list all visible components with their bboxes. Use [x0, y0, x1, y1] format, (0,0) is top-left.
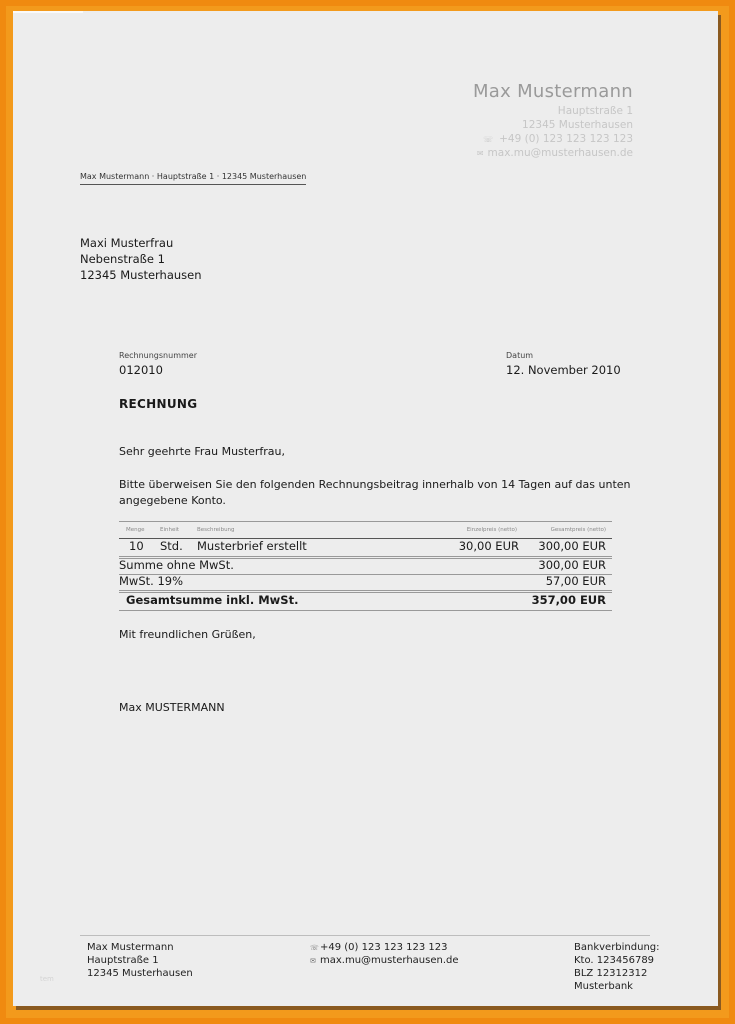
- letterhead-phone: ☏ +49 (0) 123 123 123 123: [483, 133, 633, 145]
- grand-total-label: Gesamtsumme inkl. MwSt.: [126, 593, 299, 607]
- envelope-icon: ✉: [310, 957, 316, 965]
- phone-icon: ☏: [310, 944, 319, 952]
- row-unit-price: 30,00 EUR: [458, 539, 519, 553]
- row-description: Musterbrief erstellt: [197, 539, 307, 553]
- date-label: Datum: [506, 351, 534, 360]
- row-unit: Std.: [160, 539, 183, 553]
- grand-total-value: 357,00 EUR: [531, 593, 606, 607]
- col-header-description: Beschreibung: [197, 527, 235, 533]
- tax-value: 57,00 EUR: [545, 574, 606, 588]
- subtotal-value: 300,00 EUR: [538, 558, 606, 572]
- row-rule-a: [119, 556, 612, 557]
- recipient-city: 12345 Musterhausen: [80, 268, 202, 282]
- phone-icon: ☏: [483, 135, 494, 144]
- recipient-name: Maxi Musterfrau: [80, 236, 174, 250]
- document-page: [13, 11, 718, 1006]
- table-top-rule: [119, 521, 612, 522]
- page-edge-highlight: [13, 11, 83, 13]
- footer-bank-account: Kto. 123456789: [574, 955, 655, 966]
- table-bottom-rule: [119, 610, 612, 611]
- col-header-unit: Einheit: [160, 527, 180, 533]
- letterhead-city: 12345 Musterhausen: [522, 119, 633, 131]
- subtotal-label: Summe ohne MwSt.: [119, 558, 234, 572]
- col-header-total: Gesamtpreis (netto): [550, 527, 606, 533]
- footer-bank-title: Bankverbindung:: [574, 942, 660, 953]
- watermark: tem: [40, 975, 54, 983]
- subtotal-rule: [119, 574, 612, 575]
- footer-rule: [80, 935, 650, 936]
- tax-rule-a: [119, 590, 612, 591]
- footer-address-city: 12345 Musterhausen: [87, 968, 193, 979]
- invoice-date: 12. November 2010: [506, 363, 621, 377]
- salutation: Sehr geehrte Frau Musterfrau,: [119, 445, 285, 458]
- body-line-2: angegebene Konto.: [119, 494, 226, 507]
- invoice-number: 012010: [119, 363, 163, 377]
- envelope-icon: ✉: [476, 149, 484, 158]
- return-address: Max Mustermann · Hauptstraße 1 · 12345 Musterhausen: [80, 172, 306, 185]
- footer-address-name: Max Mustermann: [87, 942, 174, 953]
- footer-bank-code: BLZ 12312312: [574, 968, 648, 979]
- col-header-qty: Menge: [126, 527, 145, 533]
- footer-phone: ☏+49 (0) 123 123 123 123: [310, 942, 448, 953]
- row-qty: 10: [129, 539, 144, 553]
- document-title: RECHNUNG: [119, 397, 198, 411]
- footer-email: ✉ max.mu@musterhausen.de: [310, 955, 459, 966]
- signature: Max MUSTERMANN: [119, 701, 225, 714]
- footer-bank-name: Musterbank: [574, 981, 633, 992]
- footer-address-street: Hauptstraße 1: [87, 955, 159, 966]
- col-header-unit-price: Einzelpreis (netto): [466, 527, 517, 533]
- letterhead-email: ✉ max.mu@musterhausen.de: [476, 147, 633, 159]
- letterhead-name: Max Mustermann: [472, 81, 633, 102]
- body-line-1: Bitte überweisen Sie den folgenden Rechnungsbeitrag innerhalb von 14 Tagen auf das unten: [119, 478, 631, 491]
- letterhead-street: Hauptstraße 1: [557, 105, 633, 117]
- tax-label: MwSt. 19%: [119, 574, 184, 588]
- row-total: 300,00 EUR: [538, 539, 606, 553]
- closing: Mit freundlichen Grüßen,: [119, 628, 256, 641]
- invoice-number-label: Rechnungsnummer: [119, 351, 197, 360]
- recipient-street: Nebenstraße 1: [80, 252, 165, 266]
